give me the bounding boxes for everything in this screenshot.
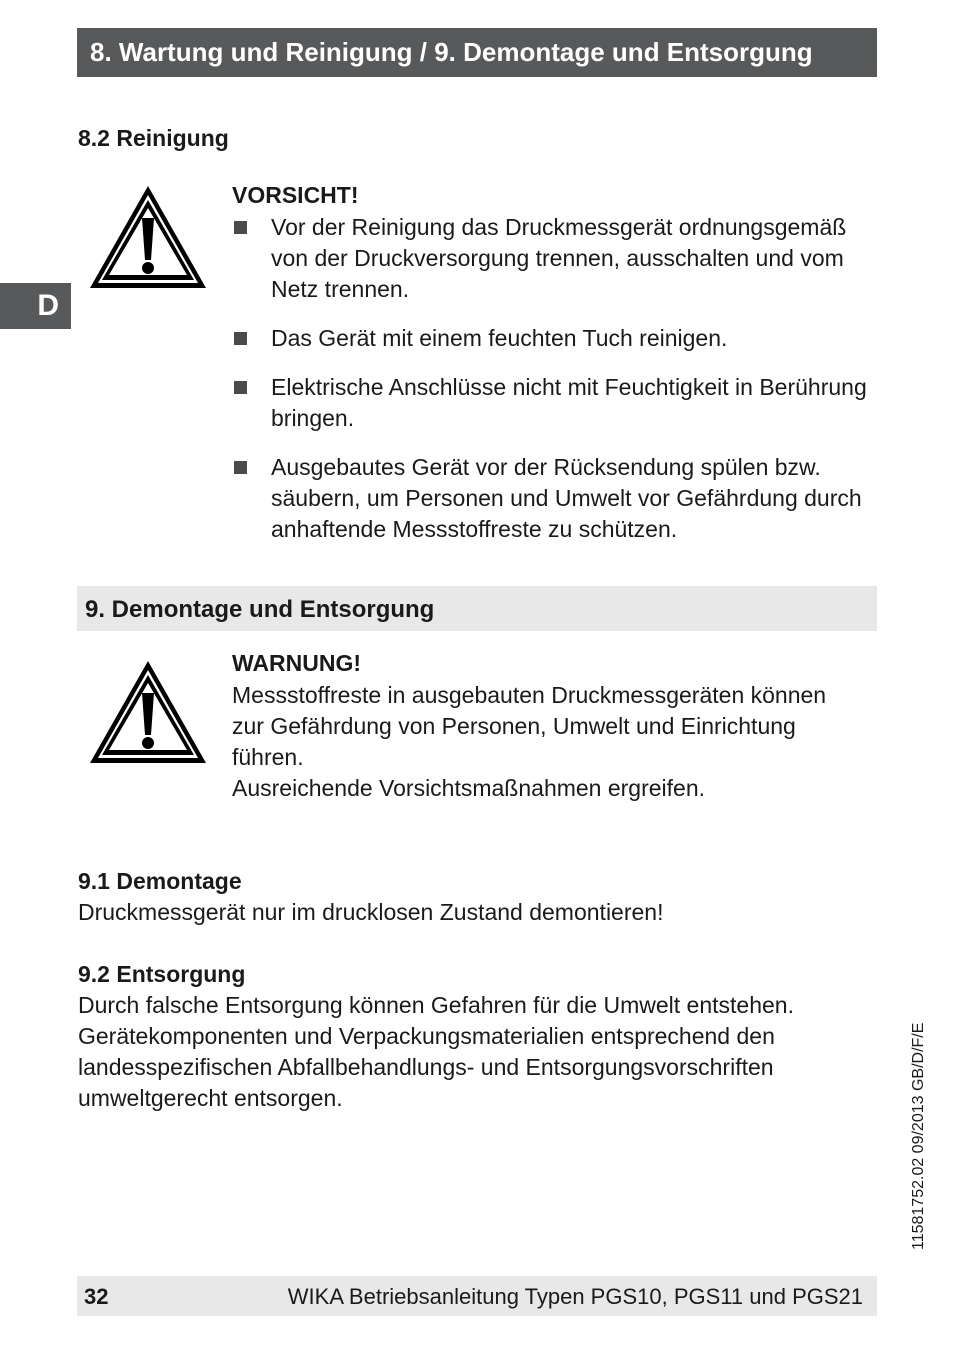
- list-item: Elektrische Anschlüsse nicht mit Feuchtigkeit in Berührung bringen.: [232, 372, 877, 434]
- bullet-square-icon: [234, 221, 247, 234]
- page-footer: [77, 1276, 877, 1316]
- section-8-2-heading: 8.2 Reinigung: [78, 125, 229, 151]
- section-9-1-heading: 9.1 Demontage: [78, 868, 242, 894]
- bullet-square-icon: [234, 381, 247, 394]
- chapter-header: [77, 28, 877, 77]
- warning-triangle-icon: [86, 182, 210, 292]
- section-9-1-text: Druckmessgerät nur im drucklosen Zustand demontieren!: [78, 899, 664, 925]
- bullet-square-icon: [234, 332, 247, 345]
- document-code: 11581752.02 09/2013 GB/D/F/E: [910, 1022, 927, 1250]
- warning-signal-word: WARNUNG!: [232, 650, 362, 676]
- warning-text: Messstoffreste in ausgebauten Druckmessgeräten können zur Gefährdung von Personen, Umwelt und Einrichtung führen. Ausreichende Vorsichtsmaßnahmen ergreifen.: [232, 682, 827, 801]
- list-item: Vor der Reinigung das Druckmessgerät ordnungsgemäß von der Druckversorgung trennen, ausschalten und vom Netz trennen.: [232, 212, 877, 305]
- section-9-2-heading: 9.2 Entsorgung: [78, 961, 246, 987]
- list-item: Ausgebautes Gerät vor der Rücksendung spülen bzw. säubern, um Personen und Umwelt vor Gefährdung durch anhaftende Messstoffreste zu schützen.: [232, 452, 877, 545]
- page-number: 32: [84, 1284, 109, 1309]
- footer-title: WIKA Betriebsanleitung Typen PGS10, PGS11 und PGS21: [287, 1284, 863, 1309]
- cleaning-bullet-list: [232, 212, 877, 563]
- chapter-title: 8. Wartung und Reinigung / 9. Demontage und Entsorgung: [90, 37, 813, 67]
- bullet-square-icon: [234, 461, 247, 474]
- section-9-heading-bar: [77, 586, 877, 631]
- section-9-heading: 9. Demontage und Entsorgung: [85, 596, 435, 623]
- list-item: Das Gerät mit einem feuchten Tuch reinigen.: [232, 323, 877, 354]
- caution-signal-word: VORSICHT!: [232, 182, 359, 208]
- section-9-2-text: Durch falsche Entsorgung können Gefahren für die Umwelt entstehen. Gerätekomponenten und Verpackungsmaterialien entsprechend den landesspezifischen Abfallbehandlungs- und Entsorgungsvorschriften umweltgerecht entsorgen.: [78, 992, 794, 1111]
- warning-triangle-icon: [86, 657, 210, 767]
- language-tab: D: [0, 283, 71, 329]
